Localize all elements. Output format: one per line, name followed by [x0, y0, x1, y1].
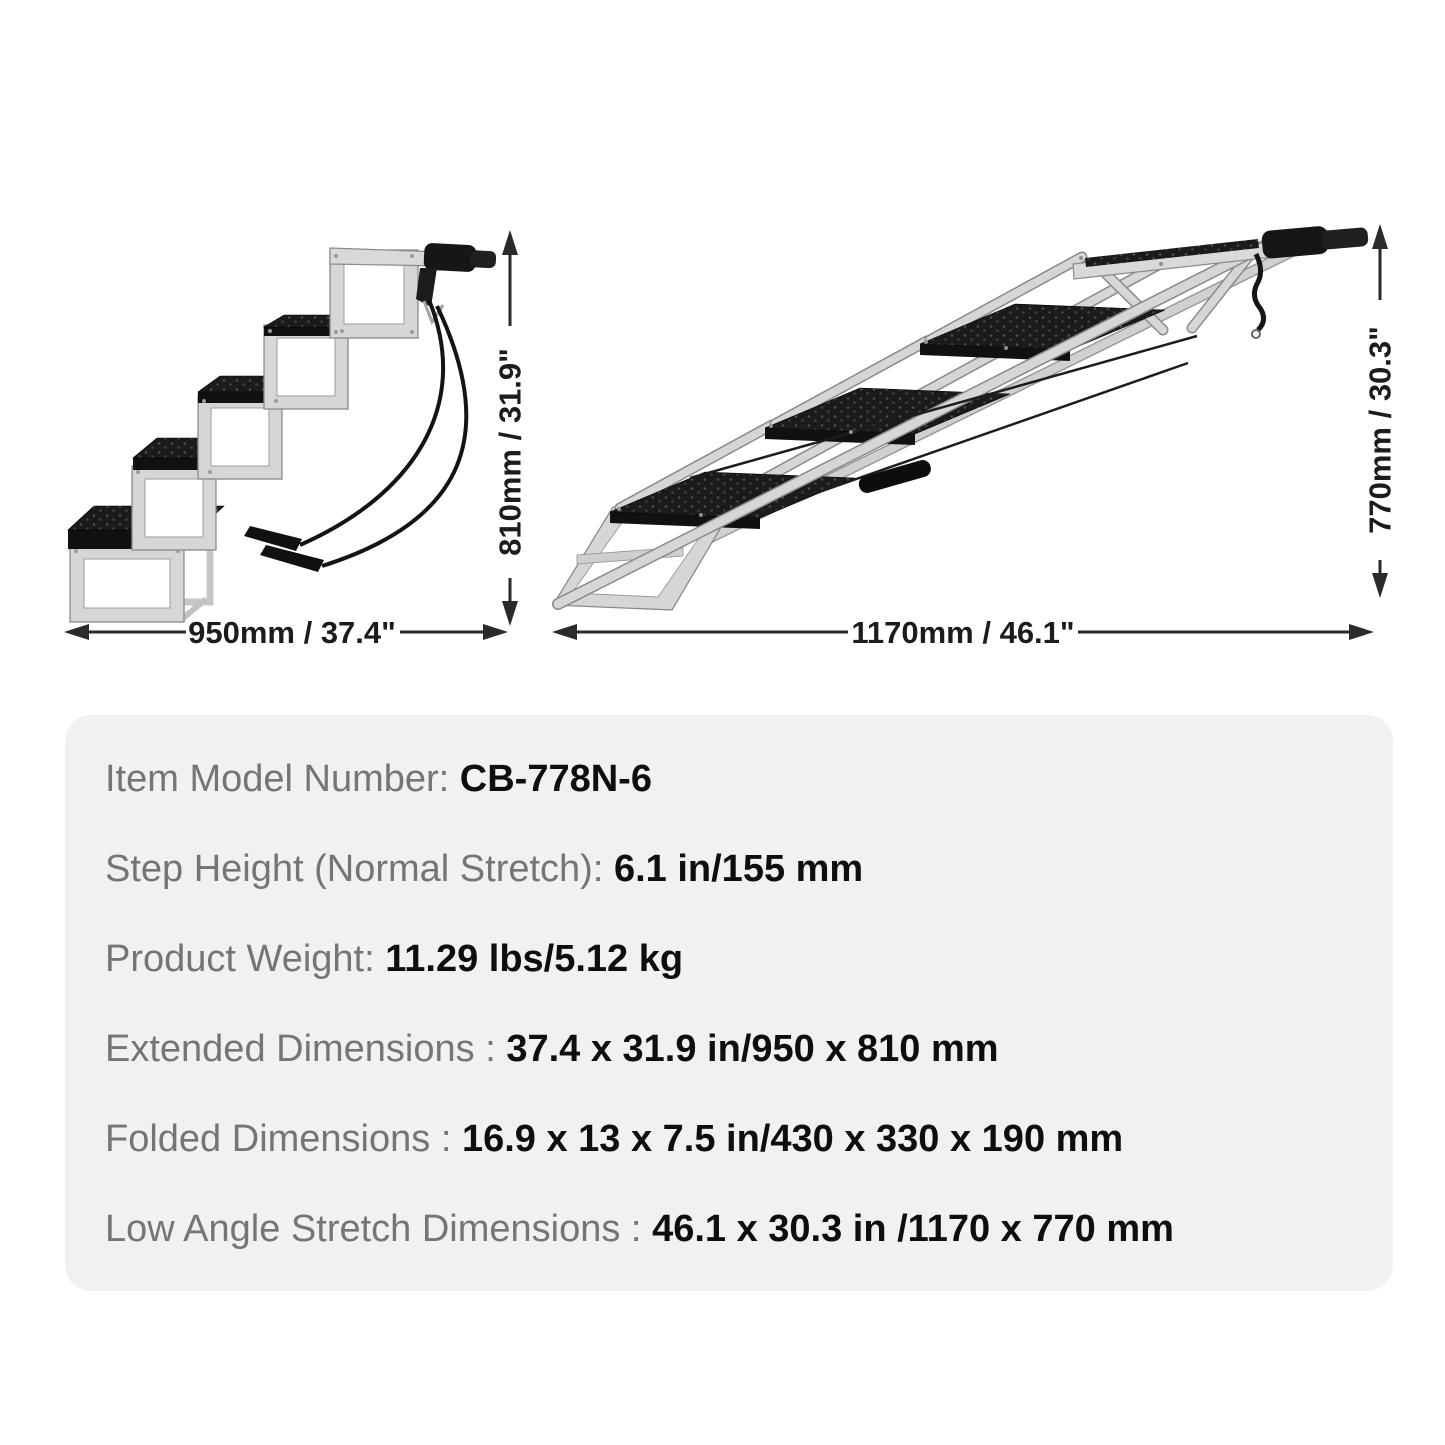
spec-label: Extended Dimensions : — [105, 1028, 507, 1070]
spec-value: 46.1 x 30.3 in /1170 x 770 mm — [652, 1208, 1174, 1250]
tension-cable — [690, 336, 1197, 478]
right-height-label: 770mm / 30.3" — [1362, 326, 1398, 534]
arrow-right — [1349, 624, 1374, 640]
arrow-left — [552, 624, 577, 640]
arrow-left — [64, 624, 89, 640]
stretched-stairs-illustration — [553, 222, 1369, 610]
spec-row-low-angle — [105, 1209, 1363, 1249]
spec-label: Folded Dimensions : — [105, 1118, 462, 1160]
spec-label: Product Weight: — [105, 938, 386, 980]
carry-handle — [1261, 222, 1369, 259]
left-width-label: 950mm / 37.4" — [188, 615, 396, 650]
spec-row-extended — [105, 1029, 1363, 1069]
spec-panel — [65, 715, 1393, 1291]
near-rail — [558, 245, 1266, 604]
arrow-up — [1372, 224, 1388, 249]
dimension-diagram — [0, 0, 1445, 710]
spec-value: 37.4 x 31.9 in/950 x 810 mm — [506, 1028, 999, 1070]
spec-row-model — [105, 759, 1363, 799]
folded-stairs-illustration — [68, 243, 497, 622]
strap-bracket — [416, 268, 437, 307]
spec-row-weight — [105, 939, 1363, 979]
spec-row-folded — [105, 1119, 1363, 1159]
arrow-down — [1372, 573, 1388, 598]
spec-row-step-height — [105, 849, 1363, 889]
spec-value: 16.9 x 13 x 7.5 in/430 x 330 x 190 mm — [461, 1118, 1124, 1160]
arrow-up — [502, 230, 518, 255]
spec-value: 11.29 lbs/5.12 kg — [385, 938, 684, 980]
spec-value: CB-778N-6 — [459, 758, 652, 800]
strap-clip — [1252, 330, 1260, 338]
arrow-down — [502, 601, 518, 626]
spec-label: Item Model Number: — [105, 758, 460, 800]
arrow-right — [483, 624, 508, 640]
right-width-label: 1170mm / 46.1" — [851, 615, 1075, 650]
left-height-label: 810mm / 31.9" — [492, 348, 528, 556]
spec-label: Step Height (Normal Stretch): — [105, 848, 614, 890]
spec-label: Low Angle Stretch Dimensions : — [105, 1208, 653, 1250]
spec-value: 6.1 in/155 mm — [613, 848, 864, 890]
